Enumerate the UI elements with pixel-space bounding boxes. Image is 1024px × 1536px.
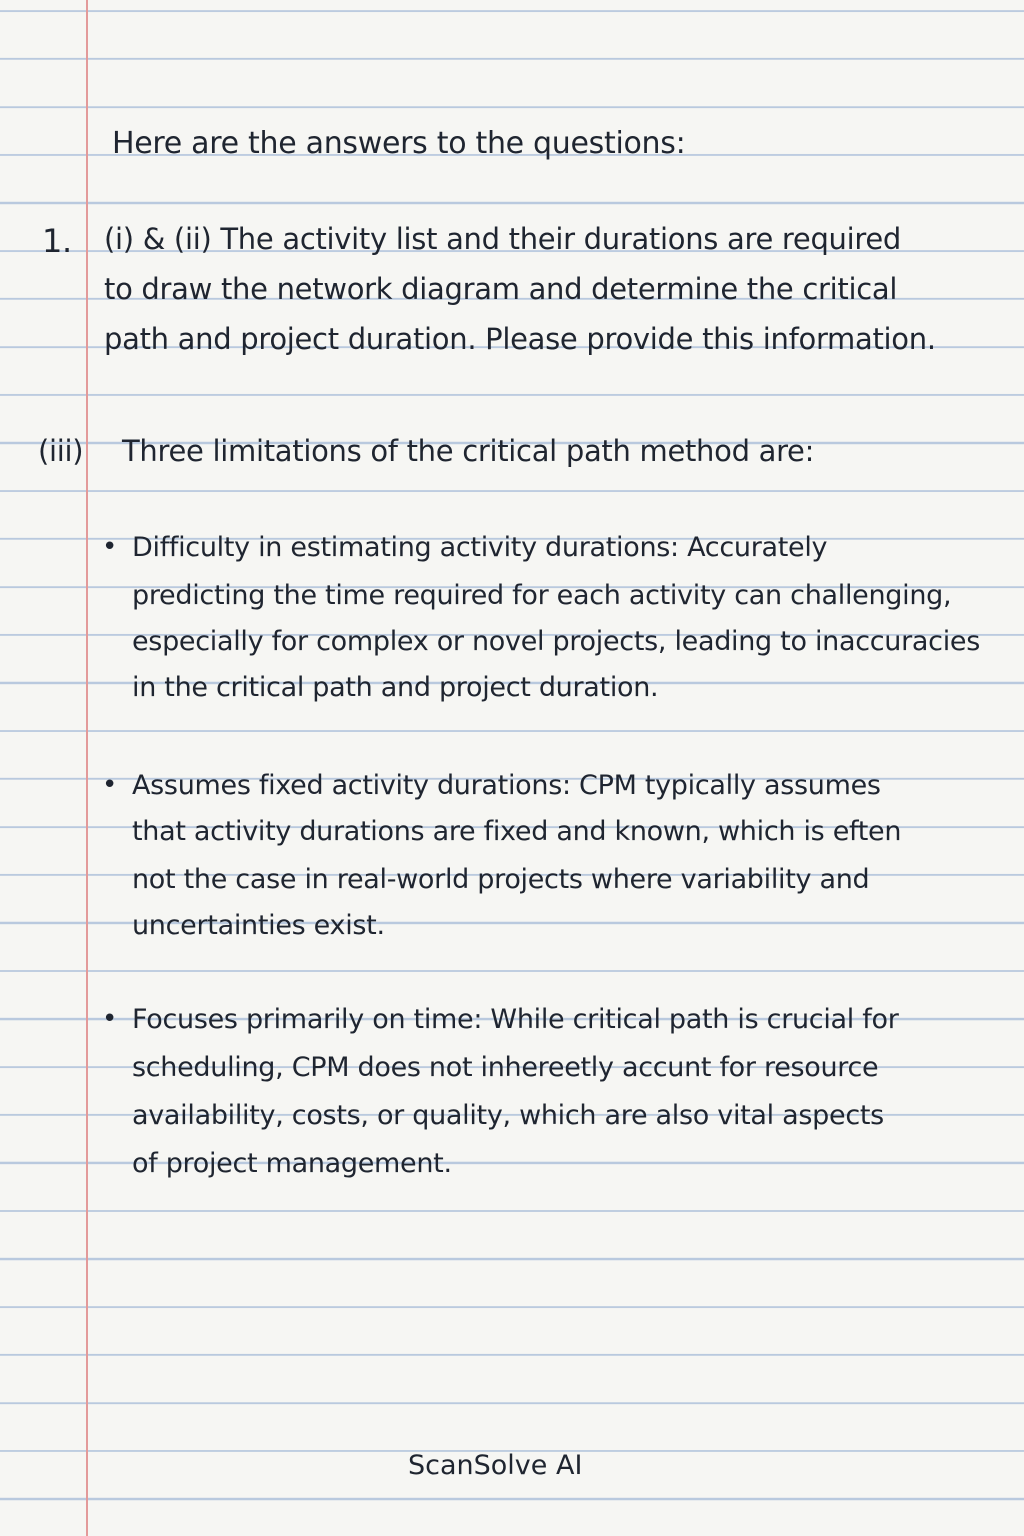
page-heading: Here are the answers to the questions: xyxy=(112,126,686,161)
bullet-1-line: especially for complex or novel projects, leading to inaccuracies xyxy=(132,626,980,657)
bullet-marker: • xyxy=(102,532,118,562)
brand-watermark: ScanSolve AI xyxy=(408,1450,583,1481)
bullet-3-line: scheduling, CPM does not inhereetly accunt for resource xyxy=(132,1052,879,1083)
bullet-1-line: predicting the time required for each activity can challenging, xyxy=(132,580,952,611)
bullet-3-line: of project management. xyxy=(132,1148,452,1179)
bullet-2-line: not the case in real-world projects where variability and xyxy=(132,864,870,895)
bullet-2-line: uncertainties exist. xyxy=(132,910,385,941)
bullet-2-line: Assumes fixed activity durations: CPM typically assumes xyxy=(132,770,881,801)
bullet-1-line: Difficulty in estimating activity durations: Accurately xyxy=(132,532,828,563)
question-label-iii: (iii) xyxy=(38,434,84,468)
bullet-3-line: Focuses primarily on time: While critical path is crucial for xyxy=(132,1004,899,1035)
bullet-marker: • xyxy=(102,1004,118,1034)
q1-line: path and project duration. Please provide this information. xyxy=(104,322,936,356)
bullet-2-line: that activity durations are fixed and known, which is eften xyxy=(132,816,902,847)
q1-line: to draw the network diagram and determine the critical xyxy=(104,272,898,306)
question-number-1: 1. xyxy=(42,222,72,260)
bullet-3-line: availability, costs, or quality, which are also vital aspects xyxy=(132,1100,884,1131)
q3-intro: Three limitations of the critical path method are: xyxy=(122,434,815,468)
bullet-1-line: in the critical path and project duration. xyxy=(132,672,659,703)
q1-line: (i) & (ii) The activity list and their durations are required xyxy=(104,222,902,256)
bullet-marker: • xyxy=(102,770,118,800)
margin-line xyxy=(86,0,88,1536)
